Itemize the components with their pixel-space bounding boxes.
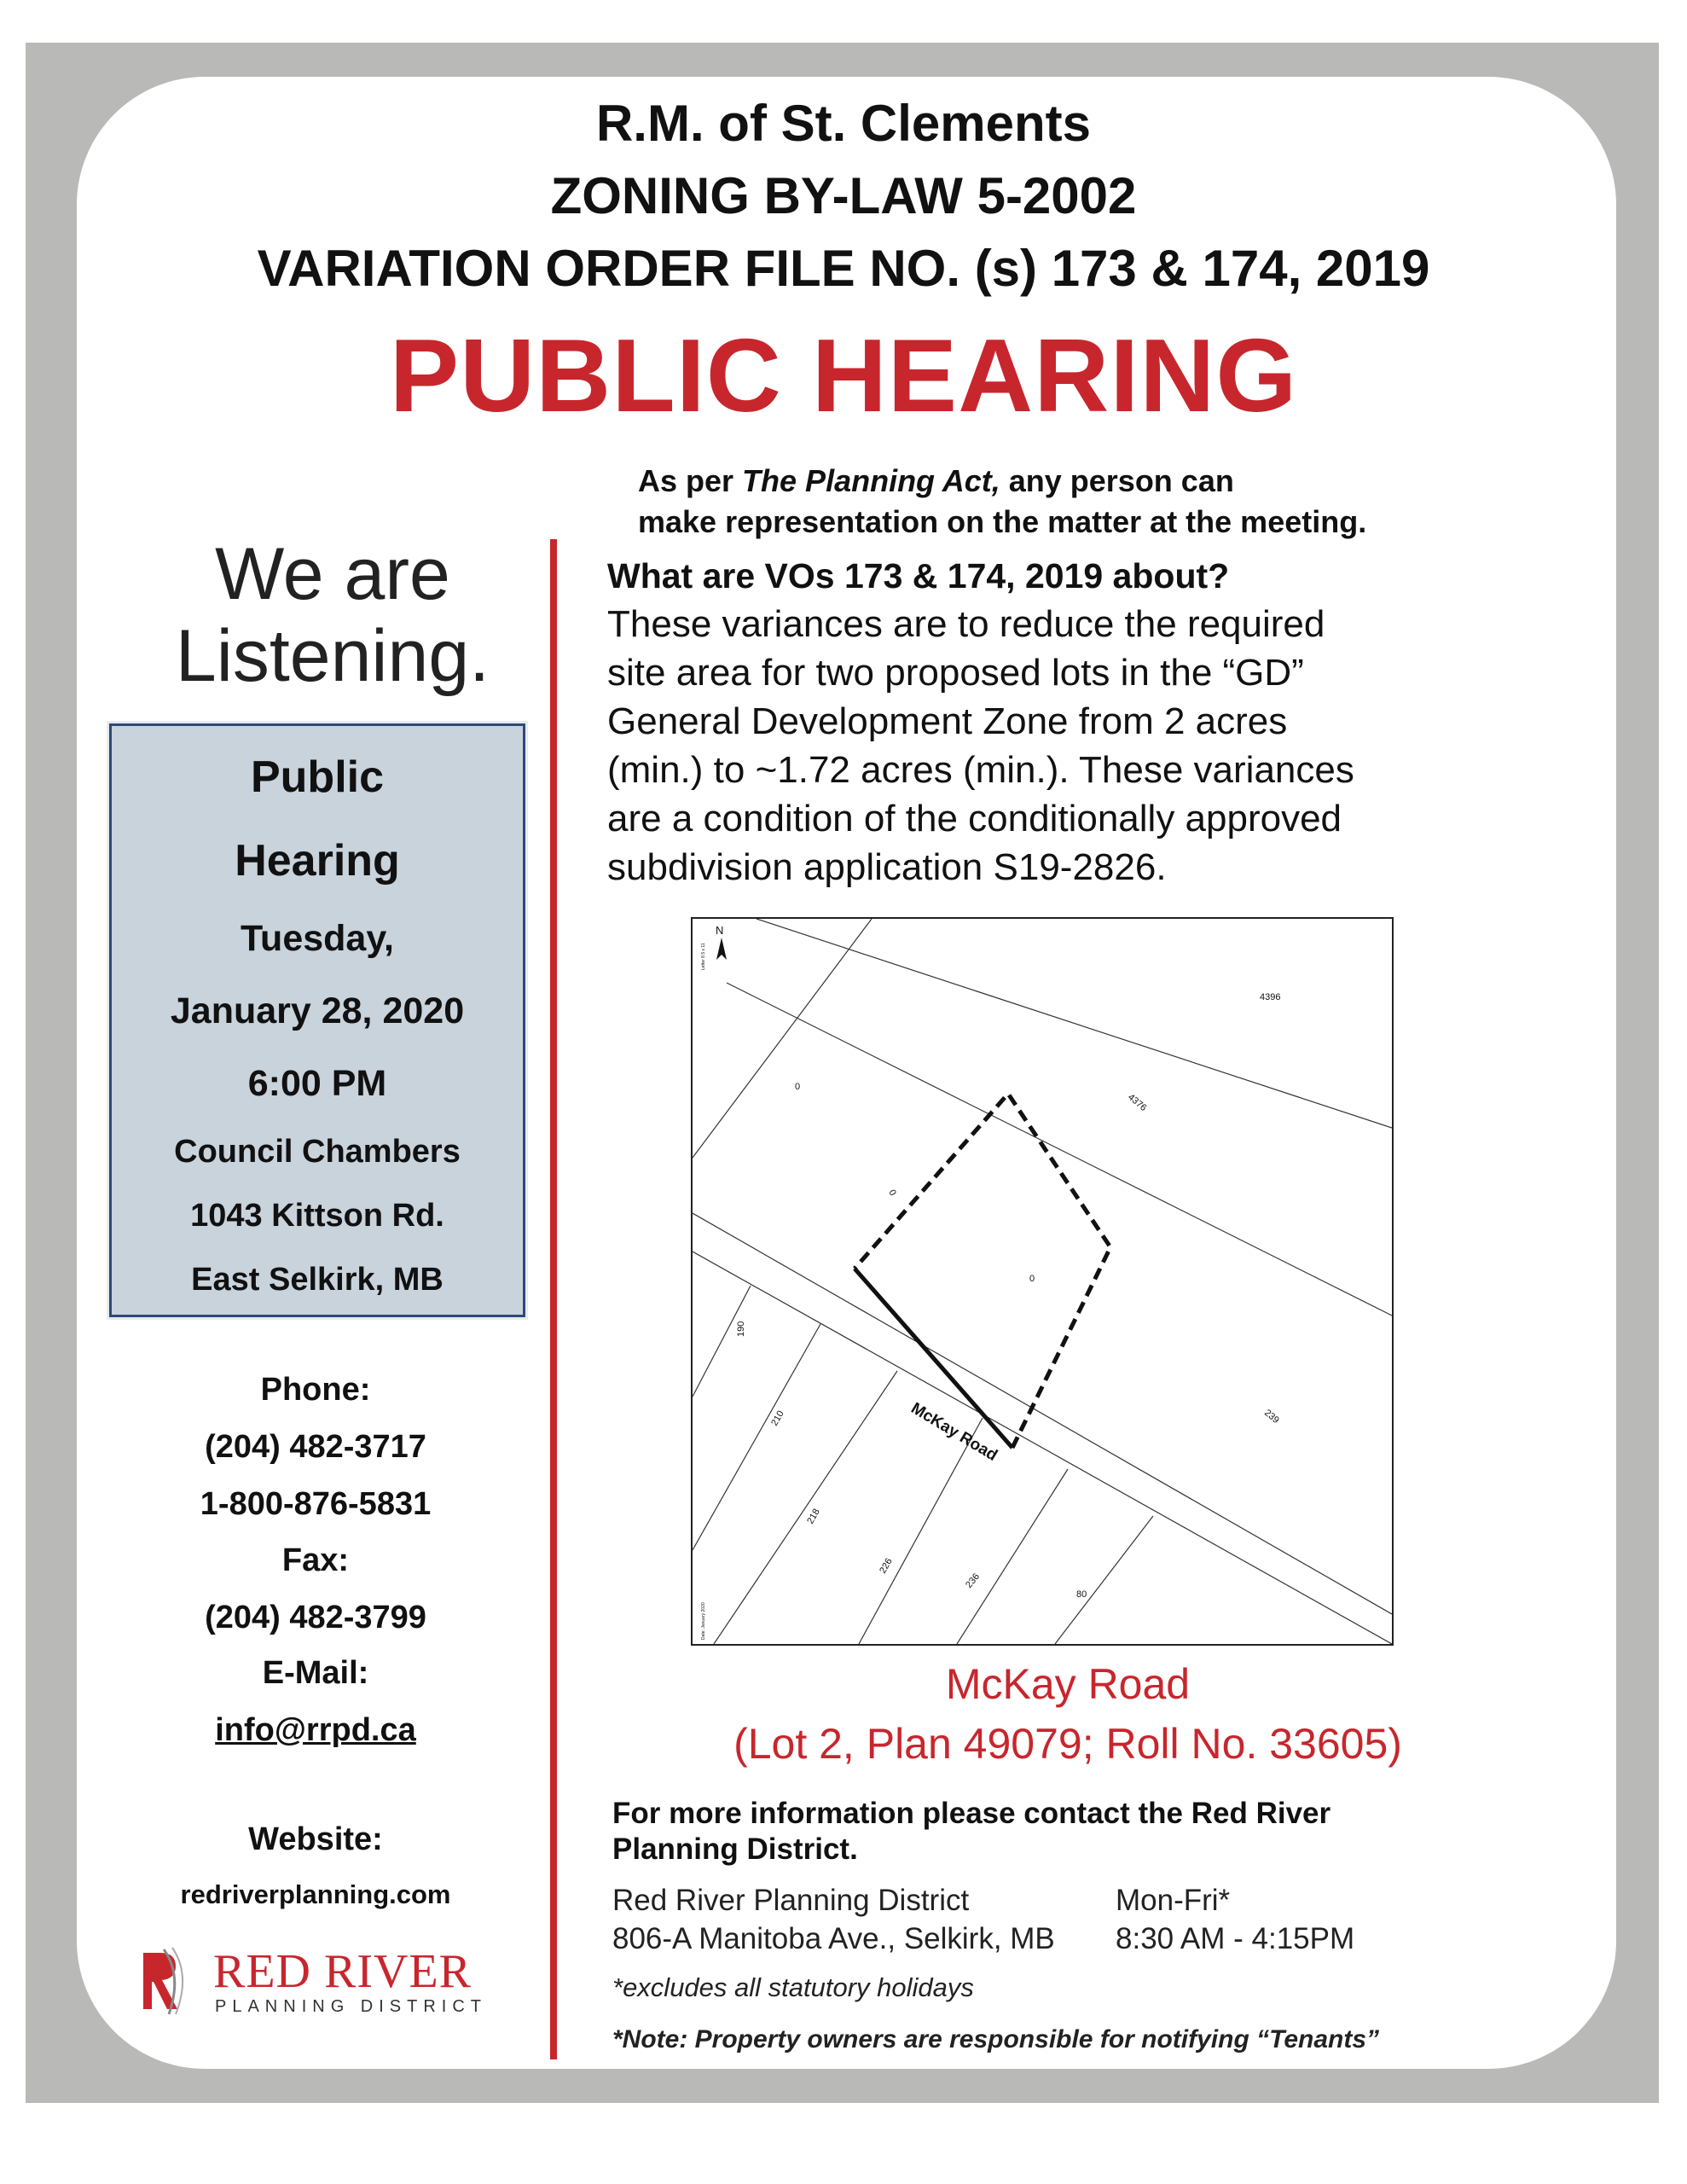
public-hearing-heading: PUBLIC HEARING (389, 317, 1298, 433)
office-days: Mon-Fri* (1116, 1884, 1231, 1917)
map-caption-lot: (Lot 2, Plan 49079; Roll No. 33605) (733, 1720, 1402, 1768)
map-label: 210 (769, 1409, 786, 1428)
more-info-line2: Planning District. (612, 1833, 858, 1866)
tenants-note: *Note: Property owners are responsible for notifying “Tenants” (612, 2025, 1380, 2053)
hearing-city: East Selkirk, MB (191, 1262, 443, 1298)
map-label: 4376 (1126, 1092, 1149, 1114)
map-label: 0 (1029, 1274, 1035, 1284)
red-divider (550, 539, 557, 2059)
intro-prefix: As per (638, 463, 743, 498)
listening-line1: We are (215, 533, 450, 615)
box-public: Public (250, 752, 385, 802)
hearing-details-box (109, 723, 525, 1317)
hearing-day: Tuesday, (240, 918, 395, 959)
map-legend-bottom: Date: January 2020 (701, 1602, 706, 1640)
road-label: McKay Road (907, 1399, 1000, 1466)
map-caption-road: McKay Road (945, 1660, 1191, 1708)
office-name: Red River Planning District (612, 1884, 970, 1917)
north-label: N (716, 924, 724, 937)
fax-number: (204) 482-3799 (205, 1600, 426, 1635)
hearing-time: 6:00 PM (247, 1063, 387, 1104)
phone-label: Phone: (260, 1372, 371, 1408)
description-line: site area for two proposed lots in the “GD” (607, 652, 1304, 694)
description-line: subdivision application S19-2826. (607, 846, 1167, 888)
more-info-heading (612, 1796, 1465, 1867)
description-line: (min.) to ~1.72 acres (min.). These variances (607, 749, 1354, 791)
map-label: 239 (1262, 1408, 1281, 1426)
map-label: 236 (964, 1571, 983, 1590)
question-heading: What are VOs 173 & 174, 2019 about? (607, 556, 1230, 595)
logo-name: RED RIVER (213, 1945, 472, 1998)
site-map (691, 917, 1394, 1646)
hearing-place: Council Chambers (174, 1134, 461, 1170)
more-info-line1: For more information please contact the Red River (612, 1797, 1331, 1830)
office-hours: 8:30 AM - 4:15PM (1116, 1922, 1355, 1955)
hearing-address: 1043 Kittson Rd. (190, 1198, 444, 1234)
description-line: General Development Zone from 2 acres (607, 700, 1288, 742)
planning-act-intro (638, 461, 1366, 543)
description-line: are a condition of the conditionally approved (607, 798, 1342, 839)
map-label: 0 (795, 1082, 801, 1092)
description-text (607, 600, 1477, 892)
phone-number-1: (204) 482-3717 (205, 1429, 426, 1465)
map-label: 0 (886, 1188, 898, 1198)
north-arrow-icon (716, 938, 727, 960)
map-label: 226 (878, 1556, 895, 1576)
municipality-title: R.M. of St. Clements (595, 95, 1092, 152)
red-river-logo (138, 1941, 496, 2018)
intro-suffix: any person can (1000, 463, 1234, 498)
bylaw-title: ZONING BY-LAW 5-2002 (550, 167, 1137, 224)
map-label: 80 (1076, 1589, 1087, 1600)
description-line: These variances are to reduce the required (607, 603, 1325, 645)
site-map-drawing (693, 919, 1392, 1644)
map-label: 190 (736, 1321, 746, 1337)
map-label: 218 (805, 1507, 822, 1526)
box-hearing: Hearing (235, 836, 400, 886)
listening-line2: Listening. (175, 615, 490, 697)
we-are-listening (136, 533, 529, 697)
map-legend-top: Letter 8.5 x 11 (701, 943, 706, 970)
website-label: Website: (248, 1821, 383, 1857)
intro-line2: make representation on the matter at the meeting. (638, 504, 1367, 539)
map-label: 4396 (1260, 992, 1281, 1002)
fax-label: Fax: (281, 1542, 350, 1578)
variation-order-title: VARIATION ORDER FILE NO. (s) 173 & 174, 2019 (257, 240, 1430, 297)
intro-act: The Planning Act, (742, 463, 1000, 498)
office-address: 806-A Manitoba Ave., Selkirk, MB (612, 1922, 1055, 1955)
email-link[interactable]: info@rrpd.ca (215, 1712, 416, 1748)
phone-number-2: 1-800-876-5831 (200, 1486, 432, 1522)
holidays-note: *excludes all statutory holidays (612, 1972, 974, 2002)
email-label: E-Mail: (262, 1655, 369, 1691)
logo-sub: PLANNING DISTRICT (215, 1997, 488, 2016)
website-link[interactable]: redriverplanning.com (180, 1879, 451, 1909)
hearing-date: January 28, 2020 (170, 990, 465, 1031)
